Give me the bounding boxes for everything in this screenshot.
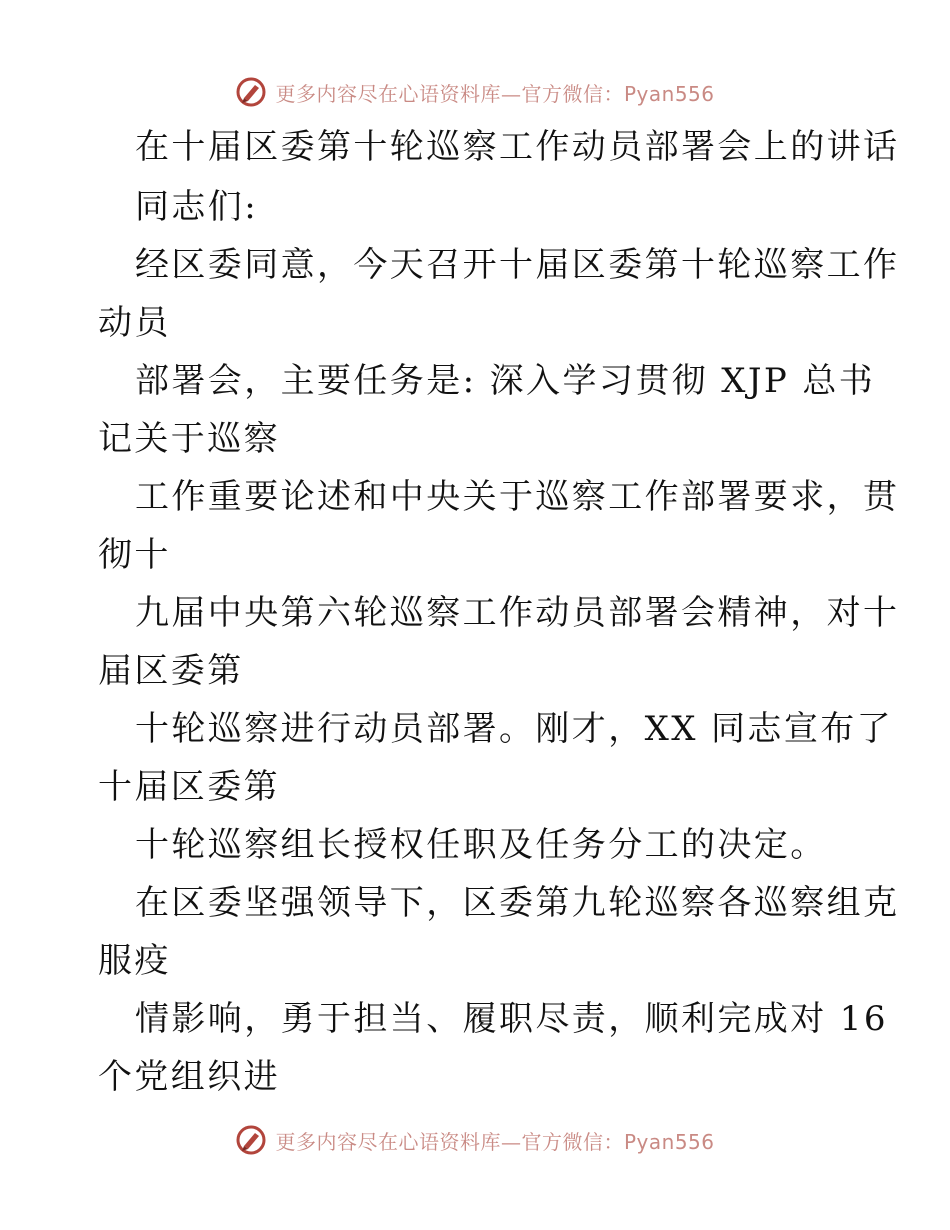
text-line: 彻十 xyxy=(98,535,171,575)
text-line: 十轮巡察进行动员部署。刚才，XX 同志宣布了 xyxy=(135,709,894,749)
text-line: 个党组织进 xyxy=(98,1057,280,1097)
text-line: 十轮巡察组长授权任职及任务分工的决定。 xyxy=(135,825,827,865)
text-line: 记关于巡察 xyxy=(98,419,280,459)
text-line: 届区委第 xyxy=(98,651,244,691)
watermark-text: 更多内容尽在心语资料库—官方微信：Pyan556 xyxy=(275,1129,715,1154)
text-line: 部署会，主要任务是: 深入学习贯彻 XJP 总书 xyxy=(135,361,876,401)
text-line: 九届中央第六轮巡察工作动员部署会精神，对十 xyxy=(135,593,900,633)
text-line: 动员 xyxy=(98,303,171,343)
document-title: 在十届区委第十轮巡察工作动员部署会上的讲话 xyxy=(135,127,900,167)
pen-in-circle-icon xyxy=(235,76,267,108)
header-watermark xyxy=(0,72,950,112)
pen-in-circle-icon xyxy=(235,1124,267,1156)
salutation: 同志们: xyxy=(135,187,259,227)
text-line: 十届区委第 xyxy=(98,767,280,807)
text-line: 工作重要论述和中央关于巡察工作部署要求，贯 xyxy=(135,477,900,517)
text-line: 服疫 xyxy=(98,941,171,981)
text-line: 在区委坚强领导下，区委第九轮巡察各巡察组克 xyxy=(135,883,900,923)
text-line: 情影响，勇于担当、履职尽责，顺利完成对 16 xyxy=(135,999,888,1039)
text-line: 经区委同意，今天召开十届区委第十轮巡察工作 xyxy=(135,245,900,285)
watermark-text: 更多内容尽在心语资料库—官方微信：Pyan556 xyxy=(275,81,715,106)
footer-watermark xyxy=(0,1120,950,1160)
